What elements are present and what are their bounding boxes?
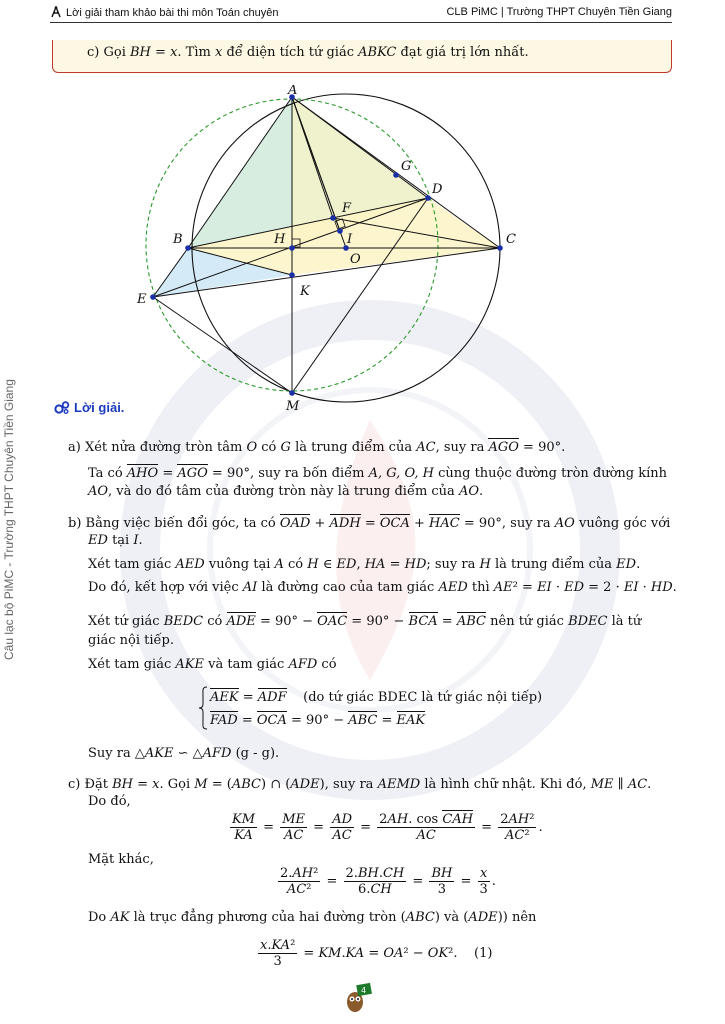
label-K: K: [300, 284, 310, 299]
point-M: [289, 390, 295, 396]
equation-1: $\frac{KM}{KA}$ = $\frac{ME}{AC}$ = $\frac{AD}{AC}$ = $\frac{\text{2AH. cos CAH}}{AC}$ = $\frac{\text{2AH²}}{\text{AC²}}$ .: [232, 812, 543, 843]
label-F: F: [342, 201, 352, 216]
system-eq2: FAD = OCA = 90° − ABC = EAK: [210, 713, 426, 728]
label-O: O: [350, 252, 361, 267]
gears-icon: [54, 400, 70, 414]
system-brace: [198, 686, 208, 730]
part-b-line4: Do đó, kết hợp với việc AI là đường cao của tam giác AED thì AE² = EI · ED = 2 · EI · HD.: [88, 580, 677, 595]
problem-text: c) Gọi BH = x. Tìm x để diện tích tứ giác ABKC đạt giá trị lớn nhất.: [87, 45, 529, 60]
equation-3: $\frac{\text{x.KA²}}{3}$ = KM.KA = OA² − OK². (1): [260, 938, 493, 969]
part-c-line1: c) Đặt BH = x. Gọi M = (ABC) ∩ (ADE), suy ra AEMD là hình chữ nhật. Khi đó, ME ∥ AC.: [68, 777, 652, 792]
header-left-text: Lời giải tham khảo bài thi môn Toán chuyên: [66, 7, 279, 19]
point-G: [393, 172, 399, 178]
point-F: [330, 215, 336, 221]
problem-box: [52, 40, 672, 73]
label-E: E: [137, 292, 147, 307]
part-a-line2: Ta có AHO = AGO = 90°, suy ra bốn điểm A, G, O, H cùng thuộc đường tròn đường kính: [88, 466, 668, 481]
part-a-line1: a) Xét nửa đường tròn tâm O có G là trung điểm của AC, suy ra AGO = 90°.: [68, 440, 566, 455]
part-c-line2: Do đó,: [88, 794, 131, 809]
label-I: I: [347, 232, 353, 247]
point-H: [289, 245, 295, 251]
part-b-line5: Xét tứ giác BEDC có ADE = 90° − OAC = 90° − BCA = ABC nên tứ giác BDEC là tứ: [88, 614, 642, 629]
part-b-line6: giác nội tiếp.: [88, 633, 174, 648]
page-header: [50, 6, 672, 23]
point-B: [185, 245, 191, 251]
point-D: [425, 195, 431, 201]
page-number: 4: [361, 986, 367, 995]
part-b-line3: Xét tam giác AED vuông tại A có H ∈ ED, HA = HD; suy ra H là trung điểm của ED.: [88, 557, 641, 572]
label-B: B: [173, 232, 183, 247]
part-b-line1: b) Bằng việc biến đổi góc, ta có OAD + ADH = OCA + HAC = 90°, suy ra AO vuông góc với: [68, 516, 671, 531]
point-C: [497, 245, 503, 251]
part-a-line3: AO, và do đó tâm của đường tròn này là trung điểm của AO.: [88, 484, 484, 499]
owl-logo-icon: [341, 982, 373, 1014]
solution-title: [54, 400, 124, 415]
point-E: [150, 294, 156, 300]
label-C: C: [506, 232, 516, 247]
geometry-figure: [120, 85, 540, 415]
part-b-line2: ED tại I.: [88, 533, 143, 548]
label-G: G: [401, 159, 412, 174]
label-M: M: [286, 399, 300, 414]
part-b-line7: Xét tam giác AKE và tam giác AFD có: [88, 657, 337, 672]
equation-2: $\frac{\text{2.AH²}}{\text{AC²}}$ = $\frac{2.BH.CH}{6.CH}$ = $\frac{BH}{3}$ = $\frac{x}{3}$ .: [280, 866, 496, 897]
compass-icon: [50, 6, 62, 18]
system-eq1: AEK = ADF (do tứ giác BDEC là tứ giác nội tiếp): [210, 690, 543, 705]
header-left: [50, 6, 278, 19]
label-H: H: [274, 232, 286, 247]
side-caption: Câu lạc bộ PiMC - Trường THPT Chuyên Tiền Giang: [2, 379, 16, 660]
part-c-line3: Mặt khác,: [88, 852, 154, 867]
solution-title-text: Lời giải.: [74, 400, 125, 415]
label-A: A: [288, 85, 298, 98]
point-K: [289, 272, 295, 278]
label-D: D: [432, 182, 443, 197]
point-I: [337, 228, 343, 234]
part-b-conclusion: Suy ra △AKE ∽ △AFD (g - g).: [88, 746, 280, 761]
header-right: CLB PiMC | Trường THPT Chuyên Tiền Giang: [446, 6, 672, 18]
line-EM: [153, 297, 292, 393]
part-c-line4: Do AK là trục đẳng phương của hai đường tròn (ABC) và (ADE)) nên: [88, 910, 537, 925]
